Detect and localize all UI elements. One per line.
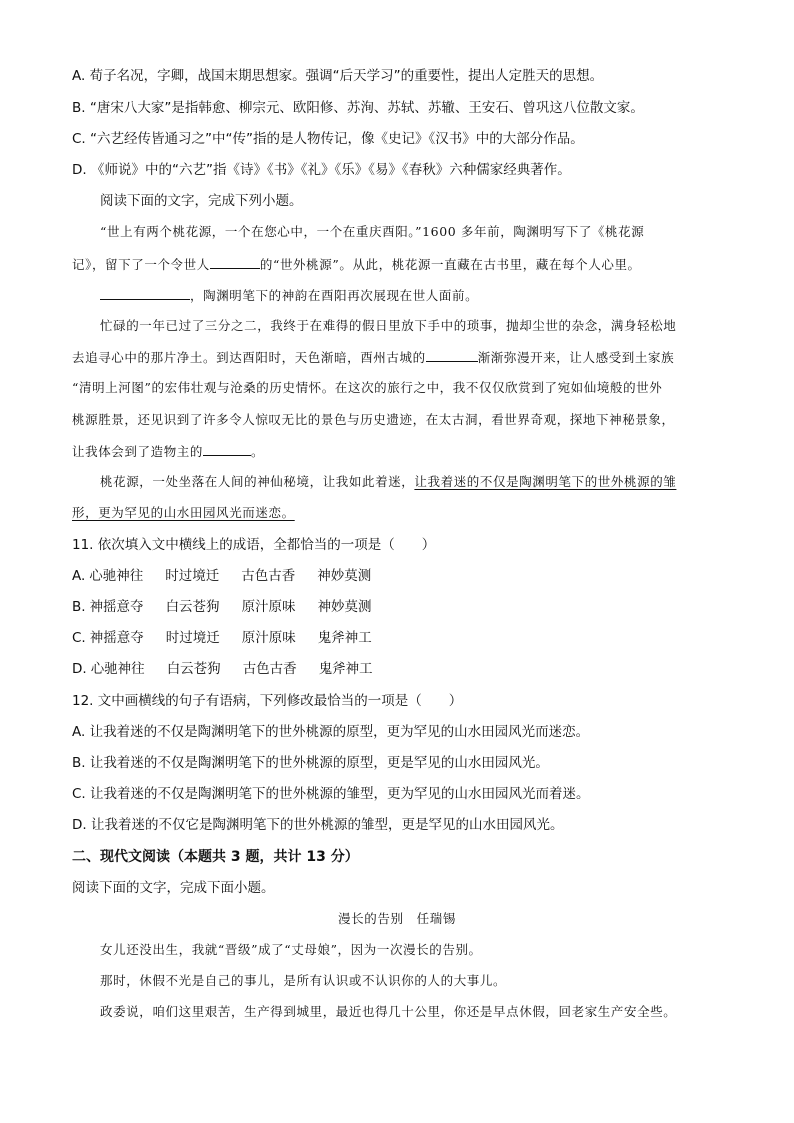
idiom: 神摇意夺 <box>89 599 144 615</box>
passage-text: 去追寻心中的那片净土。到达酉阳时，天色渐暗，酉州古城的 <box>72 350 426 365</box>
passage-p3-line1: 忙碌的一年已过了三分之二，我终于在难得的假日里放下手中的琐事，抛却尘世的杂念，满身轻松地 <box>100 318 677 333</box>
idiom: 心驰神往 <box>89 568 144 584</box>
passage-p3-line4: 桃源胜景，还见识到了许多令人惊叹无比的景色与历史遗迹，在太古洞，看世界奇观，探地下神秘景象， <box>72 412 675 427</box>
idiom: 神摇意夺 <box>89 630 144 646</box>
article-line-3: 政委说，咱们这里艰苦，生产得到城里，最近也得几十公里，你还是早点休假，回老家生产安全些。 <box>100 1004 677 1019</box>
fill-blank-3 <box>203 441 251 456</box>
idiom: 心驰神往 <box>90 661 145 677</box>
passage-p3-line3: “清明上河图”的宏伟壮观与沧桑的历史情怀。在这次的旅行之中，我不仅仅欣赏到了宛如仙境般的世外 <box>72 380 663 395</box>
passage-p4-line2 <box>72 503 734 523</box>
idiom: 古色古香 <box>241 568 296 584</box>
article-line-1: 女儿还没出生，我就“晋级”成了“丈母娘”，因为一次漫长的告别。 <box>100 942 482 957</box>
section-intro: 阅读下面的文字，完成下面小题。 <box>72 880 275 896</box>
option-label: A. <box>72 568 86 584</box>
article-line-2: 那时，休假不光是自己的事儿，是所有认识或不认识你的人的大事儿。 <box>100 973 507 988</box>
option-label: B. <box>72 599 86 615</box>
q10-option-d: D. 《师说》中的“六艺”指《诗》《书》《礼》《乐》《易》《春秋》六种儒家经典著作。 <box>72 162 571 178</box>
passage-text: 渐渐弥漫开来，让人感受到土家族 <box>477 350 675 365</box>
q12-option-a: A. 让我着迷的不仅是陶渊明笔下的世外桃源的原型，更为罕见的山水田园风光而迷恋。 <box>72 724 590 740</box>
idiom: 神妙莫测 <box>317 599 372 615</box>
fill-blank-1 <box>210 254 260 269</box>
article-title: 漫长的告别 任瑞锡 <box>338 911 456 926</box>
idiom: 鬼斧神工 <box>318 661 373 677</box>
reading-intro: 阅读下面的文字，完成下列小题。 <box>100 193 303 209</box>
idiom: 时过境迁 <box>165 568 220 584</box>
passage-text: 。 <box>251 444 265 459</box>
idiom: 原汁原味 <box>241 599 296 615</box>
section-heading: 二、现代文阅读（本题共 3 题，共计 13 分） <box>72 849 359 865</box>
fill-blank-2 <box>426 347 478 362</box>
q12-option-c: C. 让我着迷的不仅是陶渊明笔下的世外桃源的雏型，更为罕见的山水田园风光而着迷。 <box>72 786 590 802</box>
idiom: 白云苍狗 <box>165 599 220 615</box>
passage-text: 的“世外桃源”。从此，桃花源一直藏在古书里，藏在每个人心里。 <box>259 257 641 272</box>
passage-p1-line1: “世上有两个桃花源，一个在您心中，一个在重庆酉阳。”1600 多年前，陶渊明写下了《桃花源 <box>100 224 645 239</box>
underlined-sentence: 形，更为罕见的山水田园风光而迷恋。 <box>72 505 295 520</box>
q10-option-b: B. “唐宋八大家”是指韩愈、柳宗元、欧阳修、苏洵、苏轼、苏辙、王安石、曾巩这八位散文家。 <box>72 100 644 116</box>
q11-stem: 11. 依次填入文中横线上的成语，全都恰当的一项是（ ） <box>72 537 436 553</box>
q12-stem: 12. 文中画横线的句子有语病，下列修改最恰当的一项是（ ） <box>72 693 463 709</box>
passage-p3-line2 <box>72 347 734 368</box>
q10-option-c: C. “六艺经传皆通习之”中“传”指的是人物传记，像《史记》《汉书》中的大部分作品。 <box>72 131 584 147</box>
option-label: C. <box>72 630 86 646</box>
passage-text: 让我体会到了造物主的 <box>72 444 204 459</box>
q11-option-c <box>72 628 734 648</box>
passage-text: 桃花源，一处坐落在人间的神仙秘境，让我如此着迷， <box>100 474 415 489</box>
idiom: 古色古香 <box>242 661 297 677</box>
q11-option-b <box>72 597 734 617</box>
q10-option-a: A. 荀子名况，字卿，战国末期思想家。强调“后天学习”的重要性，提出人定胜天的思想。 <box>72 68 604 84</box>
q12-option-b: B. 让我着迷的不仅是陶渊明笔下的世外桃源的原型，更是罕见的山水田园风光。 <box>72 755 549 771</box>
idiom: 神妙莫测 <box>317 568 372 584</box>
idiom: 原汁原味 <box>241 630 296 646</box>
passage-p2 <box>100 285 734 306</box>
q11-option-d <box>72 659 734 679</box>
passage-p3-line5 <box>72 441 734 462</box>
passage-text: ，陶渊明笔下的神韵在酉阳再次展现在世人面前。 <box>190 288 479 303</box>
idiom: 鬼斧神工 <box>317 630 372 646</box>
passage-text: 记》，留下了一个令世人 <box>72 257 210 272</box>
underlined-sentence: 让我着迷的不仅是陶渊明笔下的世外桃源的雏 <box>414 474 677 489</box>
idiom: 时过境迁 <box>165 630 220 646</box>
passage-p1-line2 <box>72 254 734 275</box>
passage-p4-line1 <box>100 472 734 492</box>
q12-option-d: D. 让我着迷的不仅它是陶渊明笔下的世外桃源的雏型，更是罕见的山水田园风光。 <box>72 817 564 833</box>
underline-blank <box>100 285 190 300</box>
q11-option-a <box>72 566 734 586</box>
idiom: 白云苍狗 <box>166 661 221 677</box>
option-label: D. <box>72 661 87 677</box>
